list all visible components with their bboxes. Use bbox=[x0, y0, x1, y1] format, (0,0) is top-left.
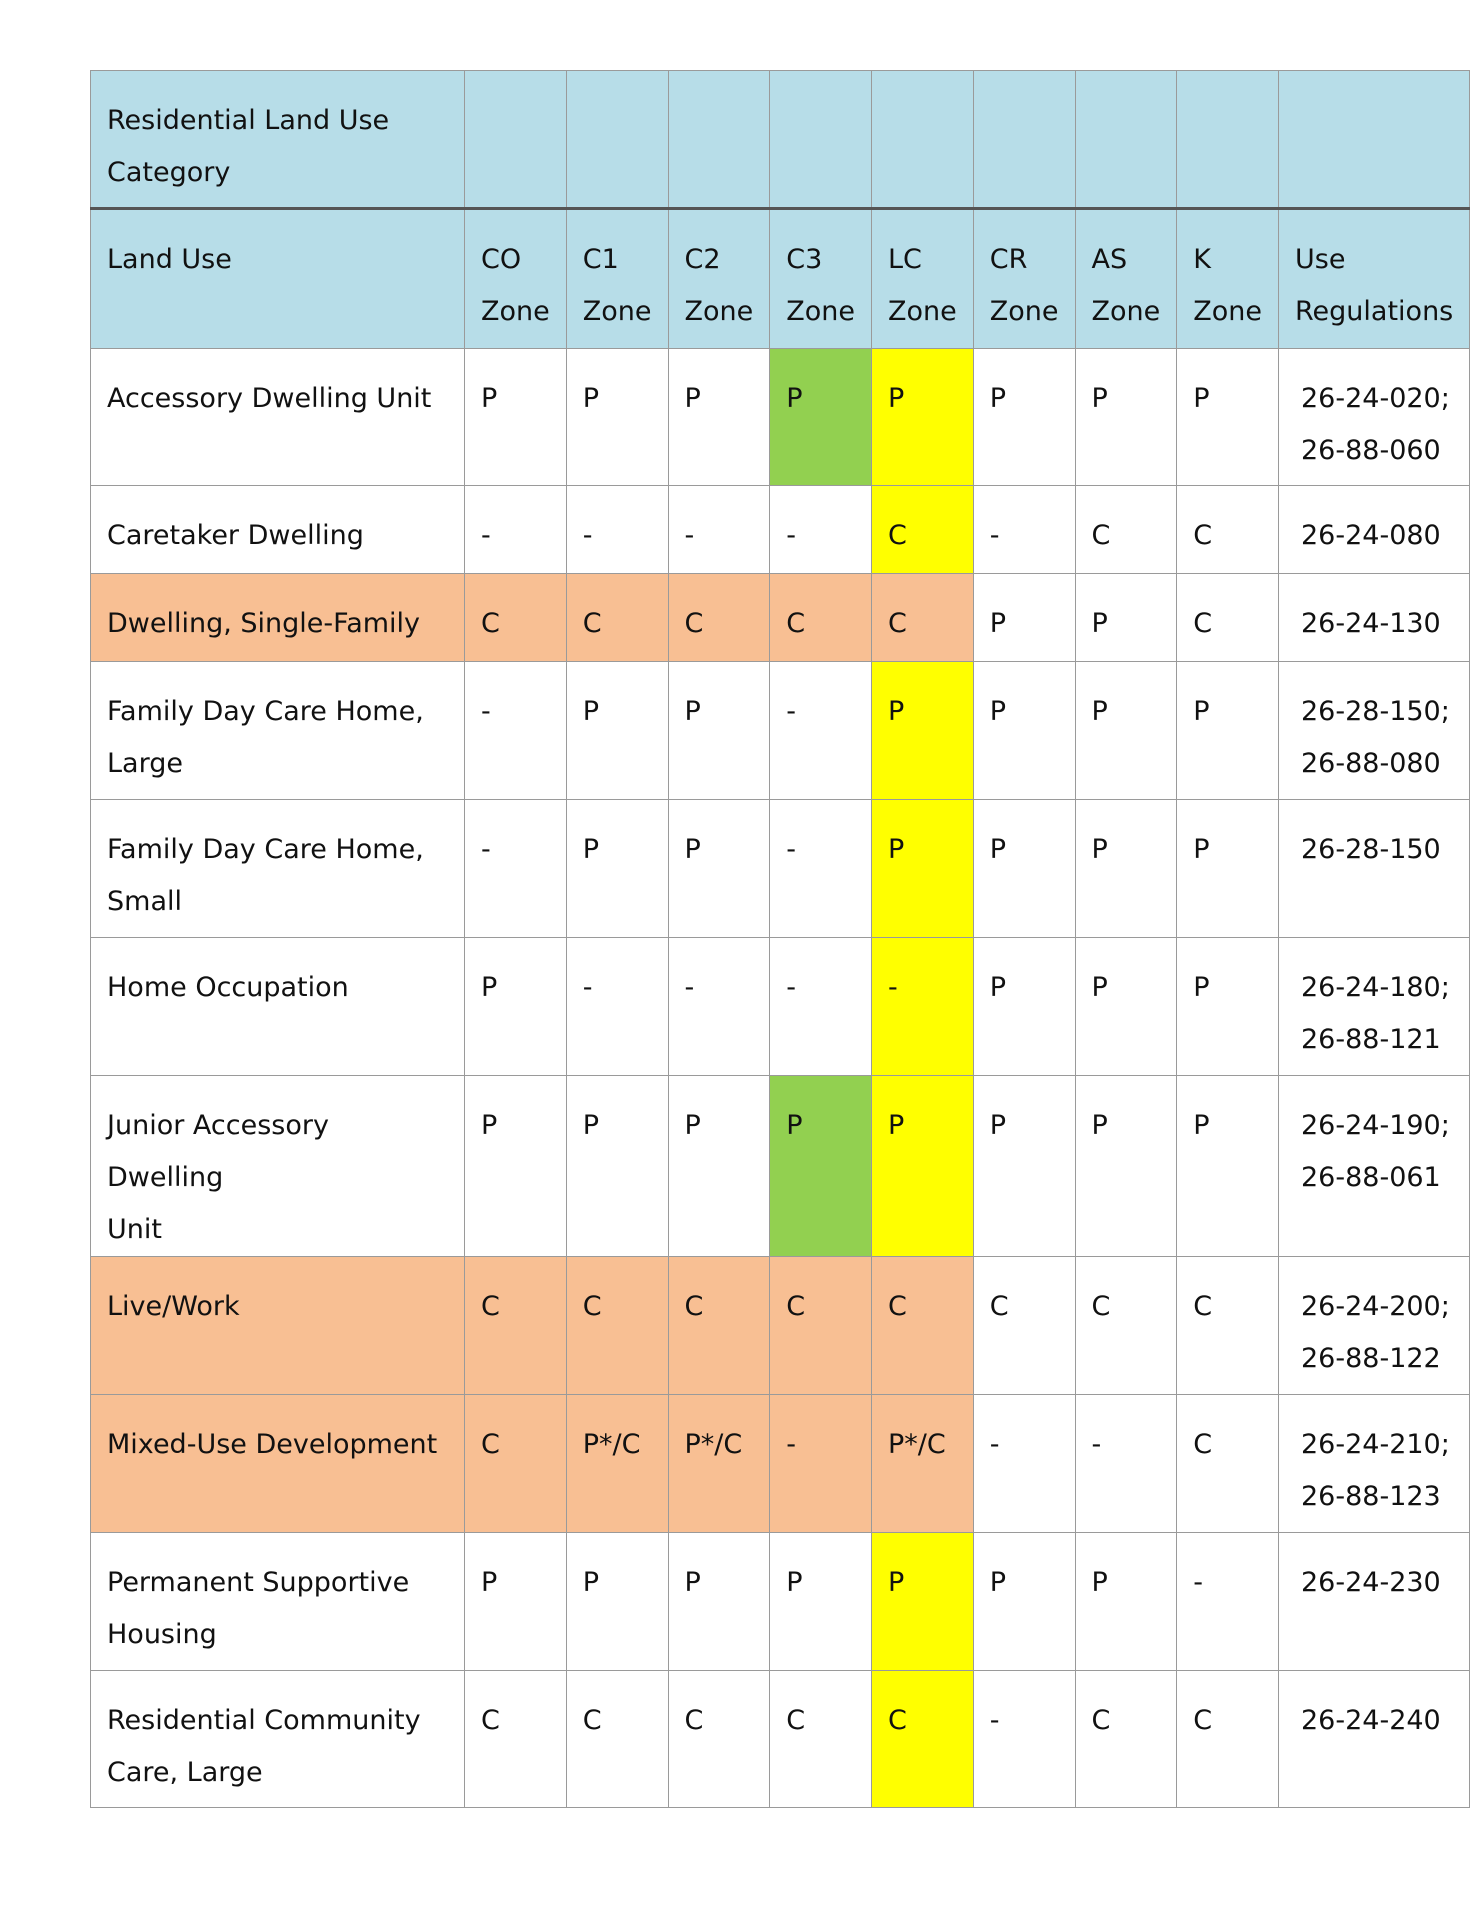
zone-cell: P bbox=[973, 938, 1075, 1076]
zone-cell: P bbox=[872, 662, 974, 800]
zone-cell: P*/C bbox=[668, 1395, 770, 1533]
land-use-cell: Live/Work bbox=[91, 1257, 465, 1395]
zone-cell: - bbox=[1075, 1395, 1177, 1533]
zone-header-as: AS Zone bbox=[1075, 209, 1177, 349]
zone-cell: - bbox=[465, 662, 567, 800]
zone-cell: P bbox=[566, 349, 668, 486]
zone-cell: - bbox=[872, 938, 974, 1076]
land-use-cell: Residential Community Care, Large bbox=[91, 1671, 465, 1808]
land-use-cell: Permanent Supportive Housing bbox=[91, 1533, 465, 1671]
land-use-cell: Junior Accessory Dwelling Unit bbox=[91, 1076, 465, 1257]
zone-cell: P bbox=[872, 1533, 974, 1671]
zone-cell: C bbox=[465, 1257, 567, 1395]
zone-cell: - bbox=[465, 486, 567, 574]
zone-cell: C bbox=[872, 574, 974, 662]
zone-cell: - bbox=[566, 938, 668, 1076]
zone-cell: C bbox=[1075, 1257, 1177, 1395]
zone-cell: P bbox=[973, 662, 1075, 800]
regulation-cell: 26-28-150; 26-88-080 bbox=[1279, 662, 1470, 800]
zone-cell: P bbox=[1075, 800, 1177, 938]
zone-cell: - bbox=[1177, 1533, 1279, 1671]
table-row bbox=[91, 1395, 1470, 1533]
zone-header-k: K Zone bbox=[1177, 209, 1279, 349]
zone-cell: C bbox=[1177, 574, 1279, 662]
zone-cell: P bbox=[1177, 662, 1279, 800]
regulation-cell: 26-24-210; 26-88-123 bbox=[1279, 1395, 1470, 1533]
zone-cell: P bbox=[770, 1533, 872, 1671]
zone-cell: P bbox=[668, 1076, 770, 1257]
zone-cell: - bbox=[770, 662, 872, 800]
zone-cell: C bbox=[1177, 486, 1279, 574]
regulation-cell: 26-24-180; 26-88-121 bbox=[1279, 938, 1470, 1076]
zone-cell: P bbox=[872, 349, 974, 486]
zone-cell: - bbox=[973, 486, 1075, 574]
zone-cell: P bbox=[770, 1076, 872, 1257]
category-label: Residential Land Use Category bbox=[91, 71, 465, 209]
land-use-cell: Dwelling, Single-Family bbox=[91, 574, 465, 662]
land-use-header: Land Use bbox=[91, 209, 465, 349]
zone-cell: P bbox=[973, 800, 1075, 938]
zone-cell: P bbox=[566, 1076, 668, 1257]
table-row bbox=[91, 574, 1470, 662]
zone-cell: P bbox=[973, 574, 1075, 662]
land-use-table bbox=[90, 70, 1470, 1808]
zone-cell: P bbox=[1075, 938, 1177, 1076]
land-use-cell: Family Day Care Home, Small bbox=[91, 800, 465, 938]
regulation-cell: 26-24-200; 26-88-122 bbox=[1279, 1257, 1470, 1395]
zone-cell: P bbox=[668, 800, 770, 938]
zone-header-c1: C1 Zone bbox=[566, 209, 668, 349]
zone-cell: - bbox=[770, 938, 872, 1076]
zone-cell: C bbox=[668, 1671, 770, 1808]
zone-cell: C bbox=[770, 574, 872, 662]
land-use-cell: Family Day Care Home, Large bbox=[91, 662, 465, 800]
zone-cell: P bbox=[973, 1533, 1075, 1671]
table-row bbox=[91, 1671, 1470, 1808]
regulation-cell: 26-28-150 bbox=[1279, 800, 1470, 938]
zone-cell: C bbox=[566, 1257, 668, 1395]
zone-cell: C bbox=[1177, 1257, 1279, 1395]
zone-header-lc: LC Zone bbox=[872, 209, 974, 349]
zone-cell: C bbox=[465, 1671, 567, 1808]
land-use-cell: Home Occupation bbox=[91, 938, 465, 1076]
zone-cell: C bbox=[1075, 1671, 1177, 1808]
zone-cell: P bbox=[1177, 800, 1279, 938]
zone-cell: C bbox=[1177, 1395, 1279, 1533]
zone-header-cr: CR Zone bbox=[973, 209, 1075, 349]
zone-cell: P bbox=[668, 349, 770, 486]
table-row bbox=[91, 1257, 1470, 1395]
table-row bbox=[91, 349, 1470, 486]
zone-cell: P bbox=[465, 938, 567, 1076]
zone-cell: P bbox=[465, 1076, 567, 1257]
regulation-cell: 26-24-020; 26-88-060 bbox=[1279, 349, 1470, 486]
zone-cell: P bbox=[1075, 662, 1177, 800]
land-use-cell: Accessory Dwelling Unit bbox=[91, 349, 465, 486]
table-row bbox=[91, 938, 1470, 1076]
regulation-cell: 26-24-080 bbox=[1279, 486, 1470, 574]
zone-cell: - bbox=[973, 1395, 1075, 1533]
table-row bbox=[91, 1076, 1470, 1257]
zone-cell: - bbox=[770, 800, 872, 938]
zone-cell: - bbox=[973, 1671, 1075, 1808]
regulation-cell: 26-24-230 bbox=[1279, 1533, 1470, 1671]
zone-cell: P bbox=[566, 662, 668, 800]
zone-cell: - bbox=[668, 938, 770, 1076]
zone-cell: P*/C bbox=[566, 1395, 668, 1533]
use-regulations-header: Use Regulations bbox=[1279, 209, 1470, 349]
zone-cell: P*/C bbox=[872, 1395, 974, 1533]
zone-header-c2: C2 Zone bbox=[668, 209, 770, 349]
zone-cell: P bbox=[1075, 1076, 1177, 1257]
zone-cell: P bbox=[668, 1533, 770, 1671]
zone-cell: - bbox=[465, 800, 567, 938]
table-row bbox=[91, 800, 1470, 938]
regulation-cell: 26-24-130 bbox=[1279, 574, 1470, 662]
zone-cell: P bbox=[1177, 1076, 1279, 1257]
zone-cell: C bbox=[1075, 486, 1177, 574]
zone-cell: P bbox=[1177, 938, 1279, 1076]
zone-cell: P bbox=[566, 800, 668, 938]
zone-cell: C bbox=[872, 486, 974, 574]
land-use-cell: Caretaker Dwelling bbox=[91, 486, 465, 574]
regulation-cell: 26-24-240 bbox=[1279, 1671, 1470, 1808]
zone-cell: C bbox=[566, 1671, 668, 1808]
zone-cell: P bbox=[973, 349, 1075, 486]
zone-header-co: CO Zone bbox=[465, 209, 567, 349]
zone-cell: C bbox=[973, 1257, 1075, 1395]
zone-cell: P bbox=[465, 349, 567, 486]
regulation-cell: 26-24-190; 26-88-061 bbox=[1279, 1076, 1470, 1257]
zone-cell: P bbox=[872, 800, 974, 938]
zone-cell: P bbox=[973, 1076, 1075, 1257]
zone-cell: P bbox=[1075, 1533, 1177, 1671]
zone-cell: - bbox=[770, 1395, 872, 1533]
zone-cell: P bbox=[465, 1533, 567, 1671]
zone-cell: C bbox=[770, 1671, 872, 1808]
zone-cell: C bbox=[465, 1395, 567, 1533]
zone-cell: P bbox=[872, 1076, 974, 1257]
zone-cell: P bbox=[1177, 349, 1279, 486]
zone-cell: C bbox=[872, 1671, 974, 1808]
table-row bbox=[91, 1533, 1470, 1671]
zone-cell: C bbox=[566, 574, 668, 662]
zone-cell: C bbox=[770, 1257, 872, 1395]
zone-cell: P bbox=[770, 349, 872, 486]
zone-header-c3: C3 Zone bbox=[770, 209, 872, 349]
zone-cell: C bbox=[668, 1257, 770, 1395]
zone-cell: P bbox=[566, 1533, 668, 1671]
column-header-row bbox=[91, 209, 1470, 349]
zone-cell: C bbox=[465, 574, 567, 662]
land-use-cell: Mixed-Use Development bbox=[91, 1395, 465, 1533]
table-row bbox=[91, 662, 1470, 800]
zone-cell: P bbox=[1075, 574, 1177, 662]
zone-cell: C bbox=[1177, 1671, 1279, 1808]
zone-cell: P bbox=[668, 662, 770, 800]
table-row bbox=[91, 486, 1470, 574]
zone-cell: - bbox=[566, 486, 668, 574]
zone-cell: C bbox=[872, 1257, 974, 1395]
zone-cell: C bbox=[668, 574, 770, 662]
zone-cell: P bbox=[1075, 349, 1177, 486]
zone-cell: - bbox=[668, 486, 770, 574]
category-header-row bbox=[91, 71, 1470, 209]
zone-cell: - bbox=[770, 486, 872, 574]
